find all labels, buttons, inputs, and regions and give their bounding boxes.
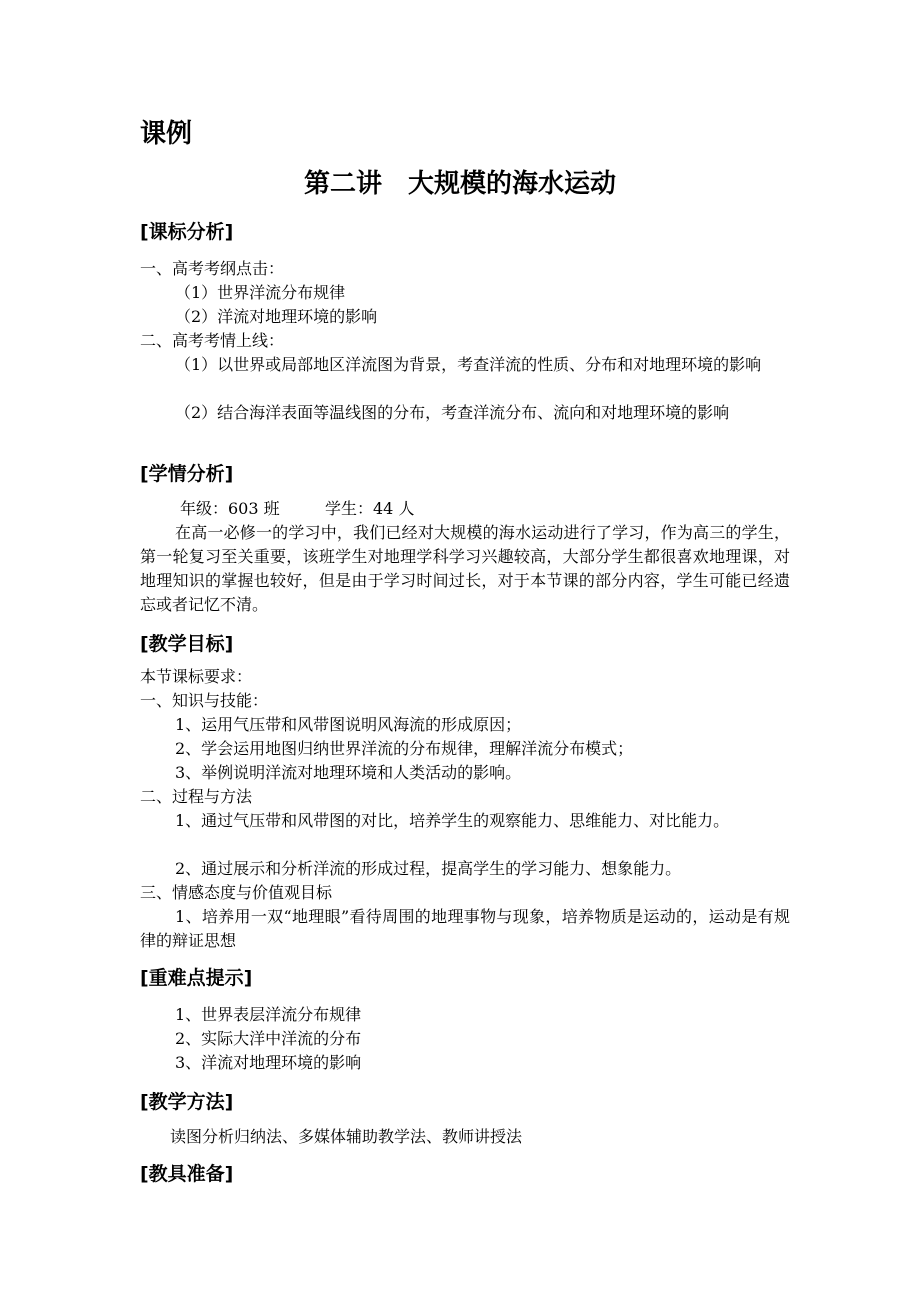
list-item: 1、运用气压带和风带图说明风海流的形成原因； (175, 715, 522, 734)
list-item: 3、举例说明洋流对地理环境和人类活动的影响。 (175, 763, 522, 782)
section-heading-objectives: [教学目标] (140, 633, 234, 655)
list-item: 1、培养用一双“地理眼”看待周围的地理事物与现象，培养物质是运动的，运动是有规律的辩证思想 (140, 907, 790, 950)
section-heading-methods: [教学方法] (140, 1091, 234, 1113)
process-heading: 二、过程与方法 (140, 787, 253, 806)
attitude-heading: 三、情感态度与价值观目标 (140, 883, 333, 902)
exam-trends-heading: 二、高考考情上线： (140, 331, 285, 350)
learners-paragraph: 在高一必修一的学习中，我们已经对大规模的海水运动进行了学习，作为高三的学生，第一轮复习至关重要，该班学生对地理学科学习兴趣较高，大部分学生都很喜欢地理课，对地理知识的掌握也较好，但是由于学习时间过长，对于本节课的部分内容，学生可能已经遗忘或者记忆不清。 (140, 523, 790, 614)
list-item: 3、洋流对地理环境的影响 (175, 1053, 362, 1072)
section-heading-learners: [学情分析] (140, 463, 234, 485)
page-title: 第二讲 大规模的海水运动 (303, 169, 616, 199)
list-item: 2、实际大洋中洋流的分布 (175, 1029, 362, 1048)
list-item: （1）世界洋流分布规律 (175, 283, 346, 302)
methods-text: 读图分析归纳法、多媒体辅助教学法、教师讲授法 (170, 1127, 523, 1146)
objectives-intro: 本节课标要求： (140, 667, 253, 686)
section-heading-materials: [教具准备] (140, 1163, 234, 1185)
list-item: 1、通过气压带和风带图的对比，培养学生的观察能力、思维能力、对比能力。 (175, 811, 730, 830)
doc-label: 课例 (140, 119, 193, 149)
list-item: 2、学会运用地图归纳世界洋流的分布规律，理解洋流分布模式； (175, 739, 634, 758)
section-heading-curriculum: [课标分析] (140, 221, 234, 243)
section-heading-key-points: [重难点提示] (140, 967, 253, 989)
list-item: 2、通过展示和分析洋流的形成过程，提高学生的学习能力、想象能力。 (175, 859, 682, 878)
list-item: （2）结合海洋表面等温线图的分布，考查洋流分布、流向和对地理环境的影响 (175, 403, 730, 422)
exam-outline-heading: 一、高考考纲点击： (140, 259, 285, 278)
list-item: （1）以世界或局部地区洋流图为背景，考查洋流的性质、分布和对地理环境的影响 (175, 355, 762, 374)
list-item: （2）洋流对地理环境的影响 (175, 307, 378, 326)
grade-info: 年级：603 班 (180, 499, 280, 518)
knowledge-heading: 一、知识与技能： (140, 691, 269, 710)
list-item: 1、世界表层洋流分布规律 (175, 1005, 362, 1024)
students-info: 学生：44 人 (325, 499, 415, 518)
